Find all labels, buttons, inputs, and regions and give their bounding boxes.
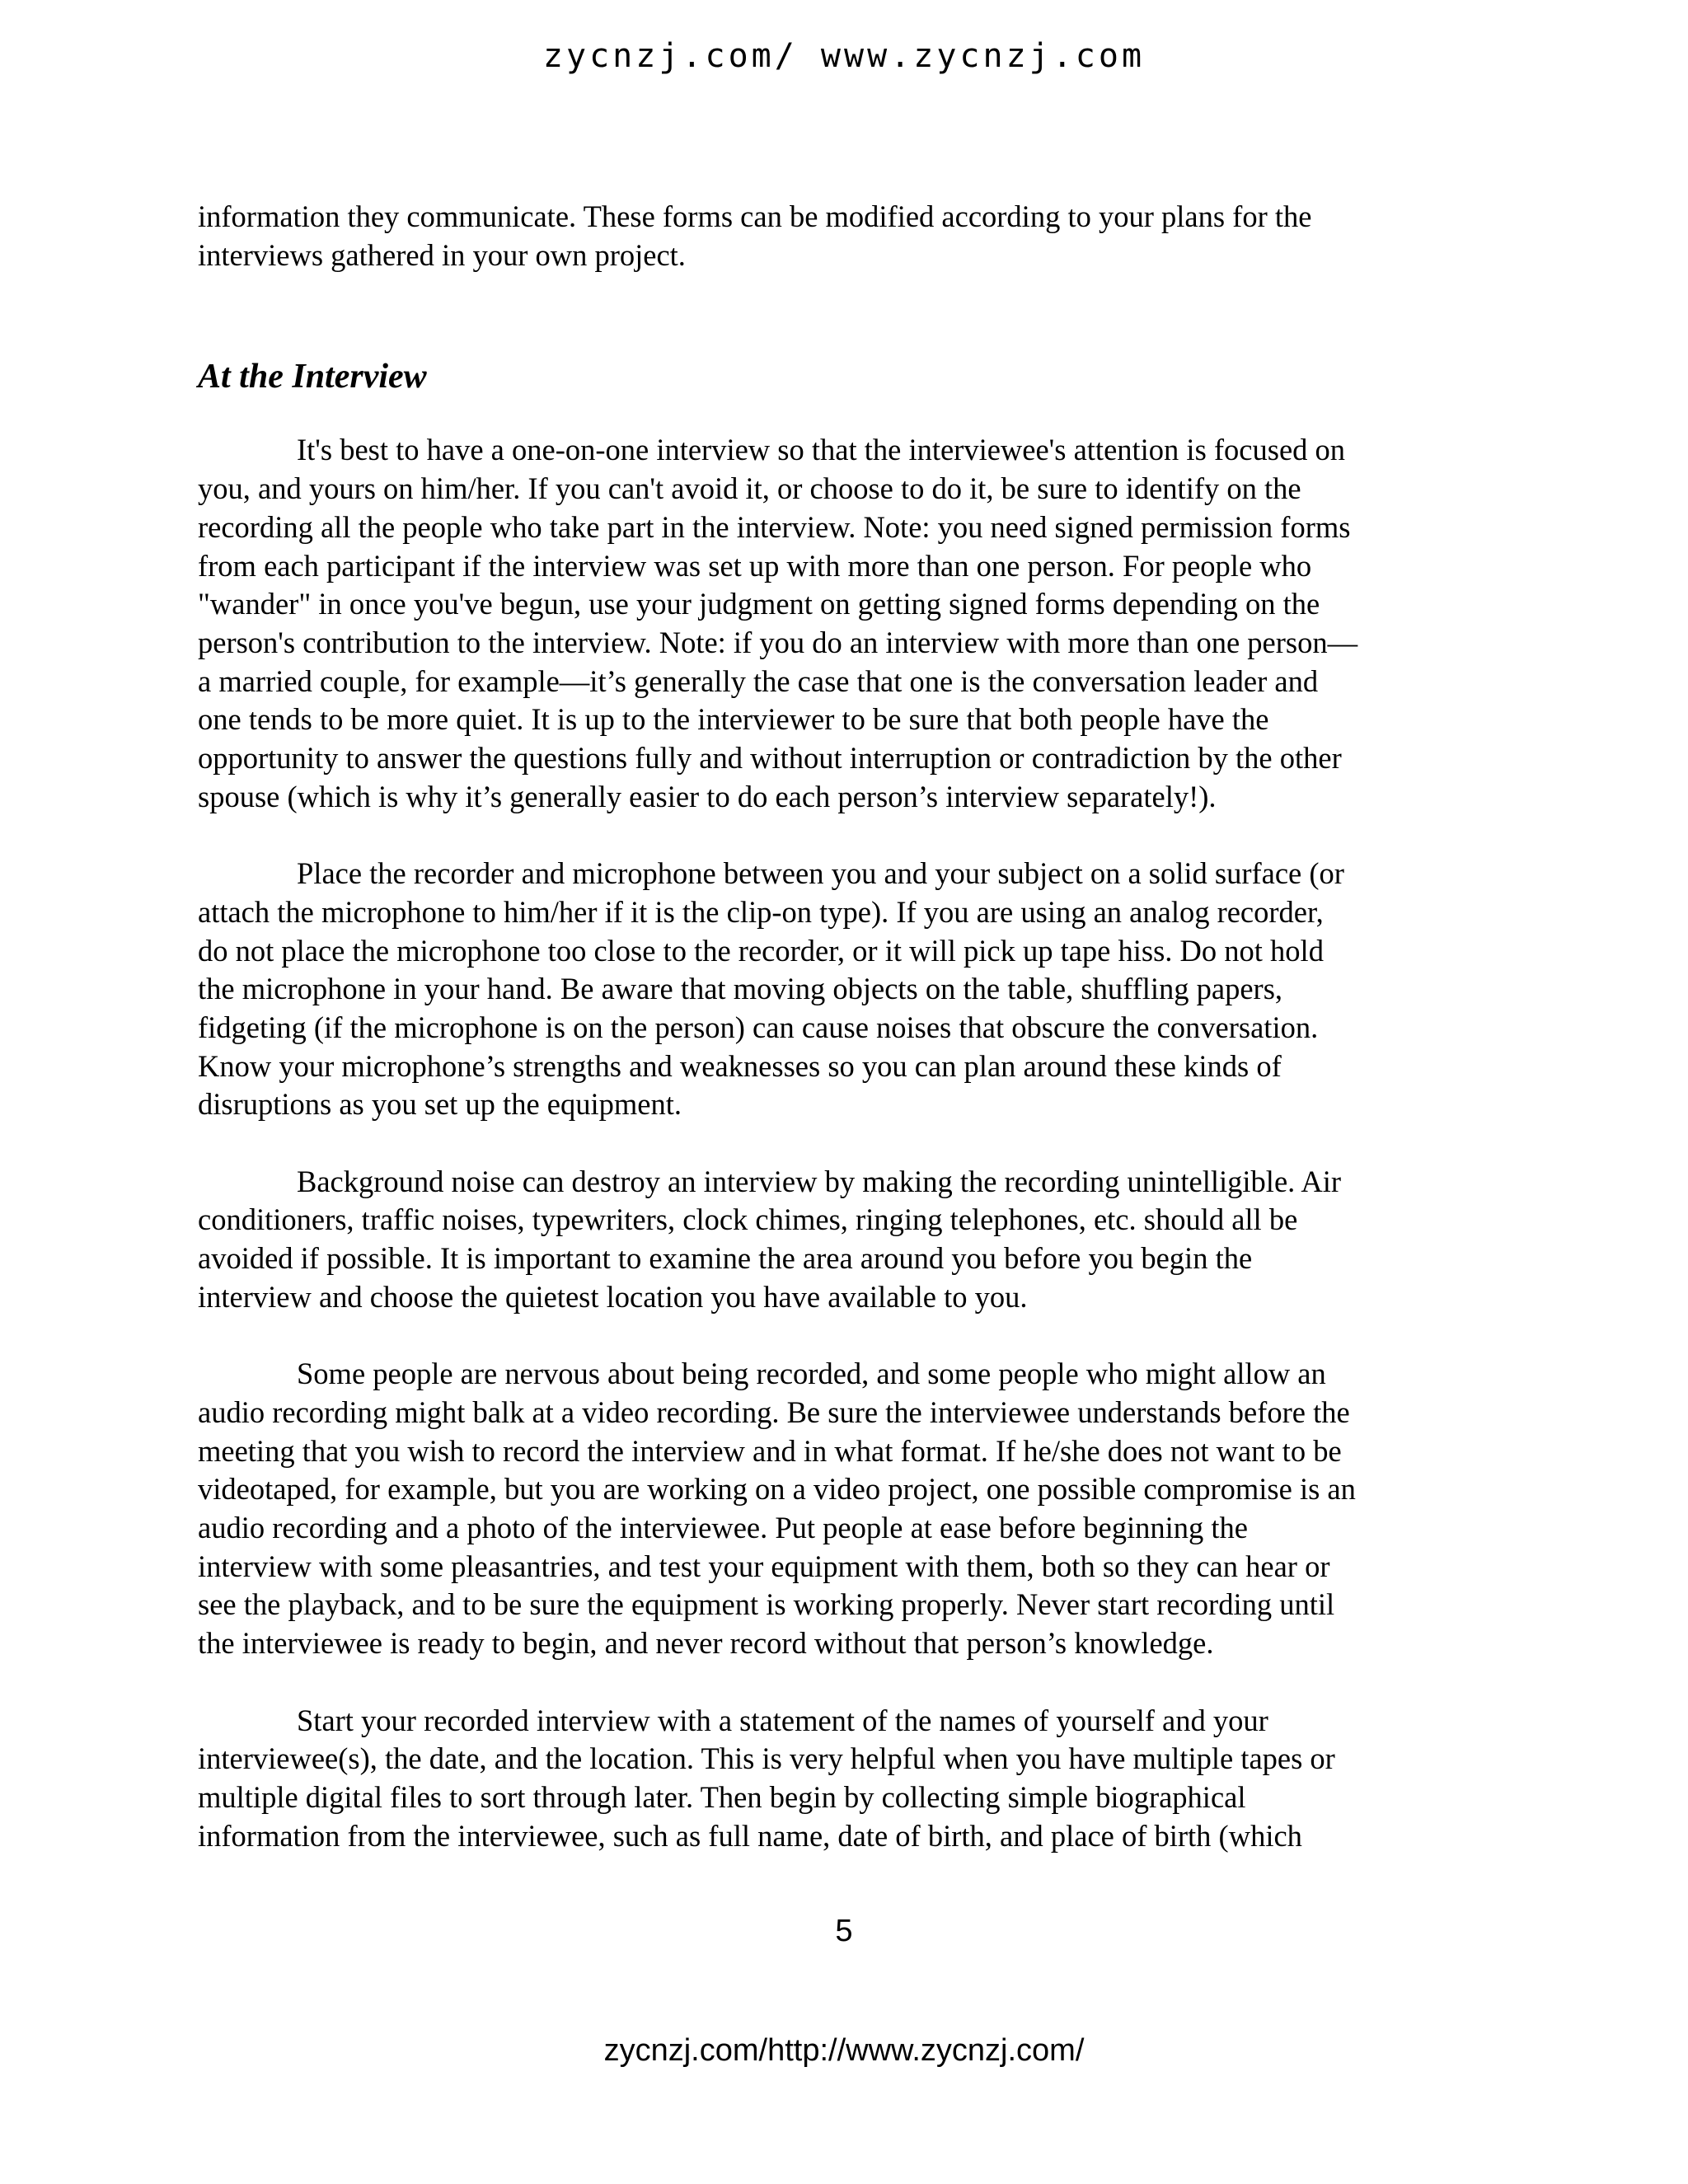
page-number: 5 <box>835 1914 853 1948</box>
page-header-watermark: zycnzj.com/ www.zycnzj.com <box>542 37 1146 75</box>
page-footer-watermark: zycnzj.com/http://www.zycnzj.com/ <box>603 2033 1085 2068</box>
body-paragraph-2: Place the recorder and microphone between you and your subject on a solid surface (or attach the microphone to him/her if it is the clip-on type). If you are using an analog recorder, do not place the microphone too close to the recorder, or it will pick up tape hiss. Do not hold the microphone in your hand. Be aware that moving objects on the table, shuffling papers, fidgeting (if the microphone is on the person) can cause noises that obscure the conversation. Know your microphone’s strengths and weaknesses so you can plan around these kinds of disruptions as you set up the equipment. <box>198 856 1344 1122</box>
body-paragraph-1: It's best to have a one-on-one interview so that the interviewee's attention is focused on you, and yours on him/her. If you can't avoid it, or choose to do it, be sure to identify on the recording all the people who take part in the interview. Note: you need signed permission forms from each participant if the interview was set up with more than one person. For people who "wander" in once you've begun, use your judgment on getting signed forms depending on the person's contribution to the interview. Note: if you do an interview with more than one person— a married couple, for example—it’s generally the case that one is the conversation leader and one tends to be more quiet. It is up to the interviewer to be sure that both people have the opportunity to answer the questions fully and without interruption or contradiction by the other spouse (which is why it’s generally easier to do each person’s interview separately!). <box>198 433 1358 813</box>
document-body <box>198 198 1492 1855</box>
body-paragraph-3: Background noise can destroy an interview by making the recording unintelligible. Air conditioners, traffic noises, typewriters, clock chimes, ringing telephones, etc. should all be avoided if possible. It is important to examine the area around you before you begin the interview and choose the quietest location you have available to you. <box>198 1164 1342 1314</box>
body-paragraph-5: Start your recorded interview with a statement of the names of yourself and your interviewee(s), the date, and the location. This is very helpful when you have multiple tapes or multiple digital files to sort through later. Then begin by collecting simple biographical information from the interviewee, such as full name, date of birth, and place of birth (which <box>198 1703 1335 1853</box>
intro-paragraph: information they communicate. These forms can be modified according to your plans for the interviews gathered in your own project. <box>198 199 1312 272</box>
body-paragraph-4: Some people are nervous about being recorded, and some people who might allow an audio recording might balk at a video recording. Be sure the interviewee understands before the meeting that you wish to record the interview and in what format. If he/she does not want to be videotaped, for example, but you are working on a video project, one possible compromise is an audio recording and a photo of the interviewee. Put people at ease before beginning the interview with some pleasantries, and test your equipment with them, both so they can hear or see the playback, and to be sure the equipment is working properly. Never start recording until the interviewee is ready to begin, and never record without that person’s knowledge. <box>198 1357 1356 1661</box>
section-heading: At the Interview <box>198 358 427 396</box>
